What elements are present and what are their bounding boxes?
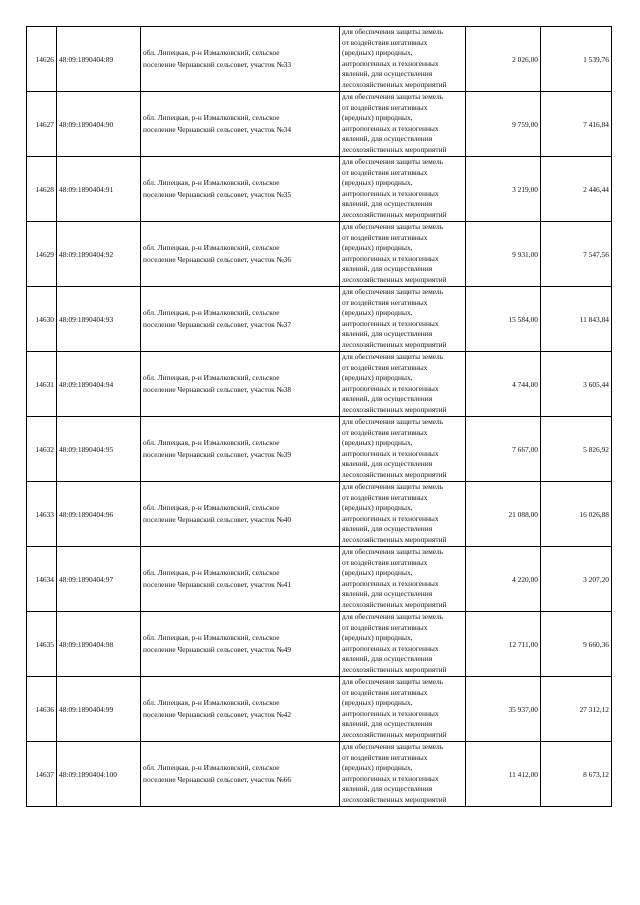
cadastral-value: 16 026,88 xyxy=(541,482,612,547)
address-cell xyxy=(141,612,340,677)
purpose-line: для обеспечения защиты земель xyxy=(342,92,444,101)
area-value: 35 937,00 xyxy=(466,677,541,742)
address-line: поселение Чернавский сельсовет, участок №34 xyxy=(143,125,292,134)
address-cell xyxy=(141,482,340,547)
purpose-line: от воздействия негативных xyxy=(342,167,428,177)
cadastral-number: 48:09:1890404:89 xyxy=(57,27,141,92)
purpose-line: явлений, для осуществления xyxy=(342,524,433,534)
purpose-line: антропогенных и техногенных xyxy=(342,643,439,653)
row-number: 14633 xyxy=(27,482,57,547)
address-cell xyxy=(141,742,340,807)
table-row xyxy=(27,287,612,352)
purpose-line: антропогенных и техногенных xyxy=(342,253,439,263)
purpose-line: явлений, для осуществления xyxy=(342,784,433,794)
purpose-line: антропогенных и техногенных xyxy=(342,513,439,523)
address-line: поселение Чернавский сельсовет, участок №39 xyxy=(143,450,292,459)
address-line: обл. Липецкая, р-н Измалковский, сельское xyxy=(143,373,280,382)
purpose-line: антропогенных и техногенных xyxy=(342,708,439,718)
cadastral-number: 48:09:1890404:91 xyxy=(57,157,141,222)
address-line: поселение Чернавский сельсовет, участок №41 xyxy=(143,580,292,589)
purpose-cell xyxy=(340,417,466,482)
purpose-line: явлений, для осуществления xyxy=(342,589,433,599)
purpose-line: лесохозяйственных мероприятий xyxy=(342,339,447,349)
purpose-line: антропогенных и техногенных xyxy=(342,773,439,783)
row-number: 14635 xyxy=(27,612,57,677)
purpose-line: (вредных) природных, xyxy=(342,568,413,578)
address-line: поселение Чернавский сельсовет, участок №49 xyxy=(143,645,292,654)
purpose-line: для обеспечения защиты земель xyxy=(342,612,444,621)
cadastral-value: 8 673,12 xyxy=(541,742,612,807)
purpose-line: лесохозяйственных мероприятий xyxy=(342,664,447,674)
purpose-line: лесохозяйственных мероприятий xyxy=(342,599,447,609)
address-line: поселение Чернавский сельсовет, участок №66 xyxy=(143,775,292,784)
purpose-line: для обеспечения защиты земель xyxy=(342,417,444,426)
purpose-line: лесохозяйственных мероприятий xyxy=(342,79,447,89)
purpose-line: антропогенных и техногенных xyxy=(342,188,439,198)
address-line: обл. Липецкая, р-н Измалковский, сельское xyxy=(143,438,280,447)
purpose-line: явлений, для осуществления xyxy=(342,459,433,469)
purpose-line: явлений, для осуществления xyxy=(342,719,433,729)
area-value: 9 759,00 xyxy=(466,92,541,157)
purpose-cell xyxy=(340,157,466,222)
purpose-line: явлений, для осуществления xyxy=(342,199,433,209)
cadastral-value: 27 312,12 xyxy=(541,677,612,742)
cadastral-value: 7 547,56 xyxy=(541,222,612,287)
purpose-line: от воздействия негативных xyxy=(342,102,428,112)
row-number: 14631 xyxy=(27,352,57,417)
address-line: поселение Чернавский сельсовет, участок №33 xyxy=(143,60,292,69)
purpose-line: явлений, для осуществления xyxy=(342,69,433,79)
purpose-line: от воздействия негативных xyxy=(342,687,428,697)
purpose-line: (вредных) природных, xyxy=(342,373,413,383)
cadastral-number: 48:09:1890404:99 xyxy=(57,677,141,742)
purpose-cell xyxy=(340,92,466,157)
address-cell xyxy=(141,27,340,92)
purpose-line: антропогенных и техногенных xyxy=(342,318,439,328)
address-line: обл. Липецкая, р-н Измалковский, сельское xyxy=(143,633,280,642)
purpose-line: лесохозяйственных мероприятий xyxy=(342,274,447,284)
table-row xyxy=(27,222,612,287)
cadastral-number: 48:09:1890404:96 xyxy=(57,482,141,547)
purpose-line: антропогенных и техногенных xyxy=(342,123,439,133)
area-value: 7 667,00 xyxy=(466,417,541,482)
address-line: обл. Липецкая, р-н Измалковский, сельское xyxy=(143,568,280,577)
purpose-line: для обеспечения защиты земель xyxy=(342,287,444,296)
row-number: 14629 xyxy=(27,222,57,287)
address-line: обл. Липецкая, р-н Измалковский, сельское xyxy=(143,698,280,707)
table-row xyxy=(27,677,612,742)
cadastral-number: 48:09:1890404:100 xyxy=(57,742,141,807)
purpose-cell xyxy=(340,222,466,287)
area-value: 4 220,00 xyxy=(466,547,541,612)
area-value: 21 088,00 xyxy=(466,482,541,547)
purpose-cell xyxy=(340,547,466,612)
purpose-line: (вредных) природных, xyxy=(342,178,413,188)
purpose-line: (вредных) природных, xyxy=(342,243,413,253)
cadastral-number: 48:09:1890404:90 xyxy=(57,92,141,157)
area-value: 4 744,00 xyxy=(466,352,541,417)
cadastral-number: 48:09:1890404:92 xyxy=(57,222,141,287)
row-number: 14628 xyxy=(27,157,57,222)
purpose-line: лесохозяйственных мероприятий xyxy=(342,729,447,739)
purpose-line: явлений, для осуществления xyxy=(342,264,433,274)
purpose-line: (вредных) природных, xyxy=(342,438,413,448)
purpose-line: от воздействия негативных xyxy=(342,492,428,502)
purpose-cell xyxy=(340,27,466,92)
address-cell xyxy=(141,677,340,742)
purpose-cell xyxy=(340,742,466,807)
address-cell xyxy=(141,287,340,352)
purpose-line: (вредных) природных, xyxy=(342,503,413,513)
purpose-line: для обеспечения защиты земель xyxy=(342,352,444,361)
purpose-line: явлений, для осуществления xyxy=(342,394,433,404)
table-row xyxy=(27,157,612,222)
purpose-line: от воздействия негативных xyxy=(342,37,428,47)
table-row xyxy=(27,547,612,612)
row-number: 14627 xyxy=(27,92,57,157)
address-line: поселение Чернавский сельсовет, участок №40 xyxy=(143,515,292,524)
purpose-line: (вредных) природных, xyxy=(342,633,413,643)
purpose-line: (вредных) природных, xyxy=(342,113,413,123)
cadastral-value: 1 539,76 xyxy=(541,27,612,92)
land-plot-registry-table xyxy=(26,26,612,807)
purpose-line: лесохозяйственных мероприятий xyxy=(342,534,447,544)
address-line: обл. Липецкая, р-н Измалковский, сельское xyxy=(143,503,280,512)
purpose-line: (вредных) природных, xyxy=(342,698,413,708)
purpose-line: (вредных) природных, xyxy=(342,48,413,58)
address-line: поселение Чернавский сельсовет, участок №38 xyxy=(143,385,292,394)
table-row xyxy=(27,612,612,677)
cadastral-value: 9 660,36 xyxy=(541,612,612,677)
table-row xyxy=(27,92,612,157)
purpose-cell xyxy=(340,287,466,352)
area-value: 11 412,00 xyxy=(466,742,541,807)
purpose-line: от воздействия негативных xyxy=(342,557,428,567)
table-row xyxy=(27,482,612,547)
address-cell xyxy=(141,157,340,222)
address-line: обл. Липецкая, р-н Измалковский, сельское xyxy=(143,243,280,252)
purpose-line: лесохозяйственных мероприятий xyxy=(342,144,447,154)
row-number: 14632 xyxy=(27,417,57,482)
purpose-line: явлений, для осуществления xyxy=(342,134,433,144)
purpose-line: явлений, для осуществления xyxy=(342,654,433,664)
cadastral-number: 48:09:1890404:94 xyxy=(57,352,141,417)
area-value: 15 584,00 xyxy=(466,287,541,352)
purpose-line: для обеспечения защиты земель xyxy=(342,677,444,686)
purpose-line: от воздействия негативных xyxy=(342,362,428,372)
purpose-line: лесохозяйственных мероприятий xyxy=(342,404,447,414)
table-row xyxy=(27,352,612,417)
purpose-line: (вредных) природных, xyxy=(342,308,413,318)
address-line: поселение Чернавский сельсовет, участок №37 xyxy=(143,320,292,329)
table-row xyxy=(27,742,612,807)
row-number: 14630 xyxy=(27,287,57,352)
row-number: 14626 xyxy=(27,27,57,92)
table-body xyxy=(27,27,612,807)
purpose-line: явлений, для осуществления xyxy=(342,329,433,339)
purpose-line: для обеспечения защиты земель xyxy=(342,742,444,751)
address-cell xyxy=(141,92,340,157)
table-row xyxy=(27,27,612,92)
address-line: обл. Липецкая, р-н Измалковский, сельское xyxy=(143,178,280,187)
purpose-line: лесохозяйственных мероприятий xyxy=(342,209,447,219)
address-line: обл. Липецкая, р-н Измалковский, сельское xyxy=(143,48,280,57)
address-cell xyxy=(141,222,340,287)
address-line: поселение Чернавский сельсовет, участок №36 xyxy=(143,255,292,264)
cadastral-value: 2 446,44 xyxy=(541,157,612,222)
purpose-cell xyxy=(340,677,466,742)
address-line: поселение Чернавский сельсовет, участок №35 xyxy=(143,190,292,199)
purpose-cell xyxy=(340,612,466,677)
area-value: 3 219,00 xyxy=(466,157,541,222)
cadastral-value: 5 826,92 xyxy=(541,417,612,482)
purpose-line: лесохозяйственных мероприятий xyxy=(342,469,447,479)
row-number: 14636 xyxy=(27,677,57,742)
purpose-line: от воздействия негативных xyxy=(342,622,428,632)
address-line: обл. Липецкая, р-н Измалковский, сельское xyxy=(143,763,280,772)
purpose-line: антропогенных и техногенных xyxy=(342,448,439,458)
table-row xyxy=(27,417,612,482)
purpose-line: антропогенных и техногенных xyxy=(342,383,439,393)
purpose-line: антропогенных и техногенных xyxy=(342,578,439,588)
row-number: 14634 xyxy=(27,547,57,612)
address-cell xyxy=(141,352,340,417)
address-line: поселение Чернавский сельсовет, участок №42 xyxy=(143,710,292,719)
cadastral-value: 3 207,20 xyxy=(541,547,612,612)
purpose-line: для обеспечения защиты земель xyxy=(342,222,444,231)
cadastral-number: 48:09:1890404:97 xyxy=(57,547,141,612)
purpose-line: (вредных) природных, xyxy=(342,763,413,773)
address-cell xyxy=(141,417,340,482)
cadastral-number: 48:09:1890404:95 xyxy=(57,417,141,482)
purpose-line: для обеспечения защиты земель xyxy=(342,547,444,556)
purpose-line: для обеспечения защиты земель xyxy=(342,482,444,491)
cadastral-value: 3 605,44 xyxy=(541,352,612,417)
cadastral-number: 48:09:1890404:98 xyxy=(57,612,141,677)
purpose-cell xyxy=(340,352,466,417)
purpose-line: от воздействия негативных xyxy=(342,297,428,307)
address-cell xyxy=(141,547,340,612)
purpose-line: от воздействия негативных xyxy=(342,232,428,242)
purpose-cell xyxy=(340,482,466,547)
cadastral-value: 11 843,84 xyxy=(541,287,612,352)
purpose-line: от воздействия негативных xyxy=(342,752,428,762)
cadastral-number: 48:09:1890404:93 xyxy=(57,287,141,352)
address-line: обл. Липецкая, р-н Измалковский, сельское xyxy=(143,113,280,122)
purpose-line: антропогенных и техногенных xyxy=(342,58,439,68)
row-number: 14637 xyxy=(27,742,57,807)
address-line: обл. Липецкая, р-н Измалковский, сельское xyxy=(143,308,280,317)
purpose-line: от воздействия негативных xyxy=(342,427,428,437)
purpose-line: для обеспечения защиты земель xyxy=(342,157,444,166)
area-value: 12 711,00 xyxy=(466,612,541,677)
area-value: 2 026,00 xyxy=(466,27,541,92)
area-value: 9 931,00 xyxy=(466,222,541,287)
purpose-line: лесохозяйственных мероприятий xyxy=(342,794,447,804)
cadastral-value: 7 416,84 xyxy=(541,92,612,157)
purpose-line: для обеспечения защиты земель xyxy=(342,27,444,36)
